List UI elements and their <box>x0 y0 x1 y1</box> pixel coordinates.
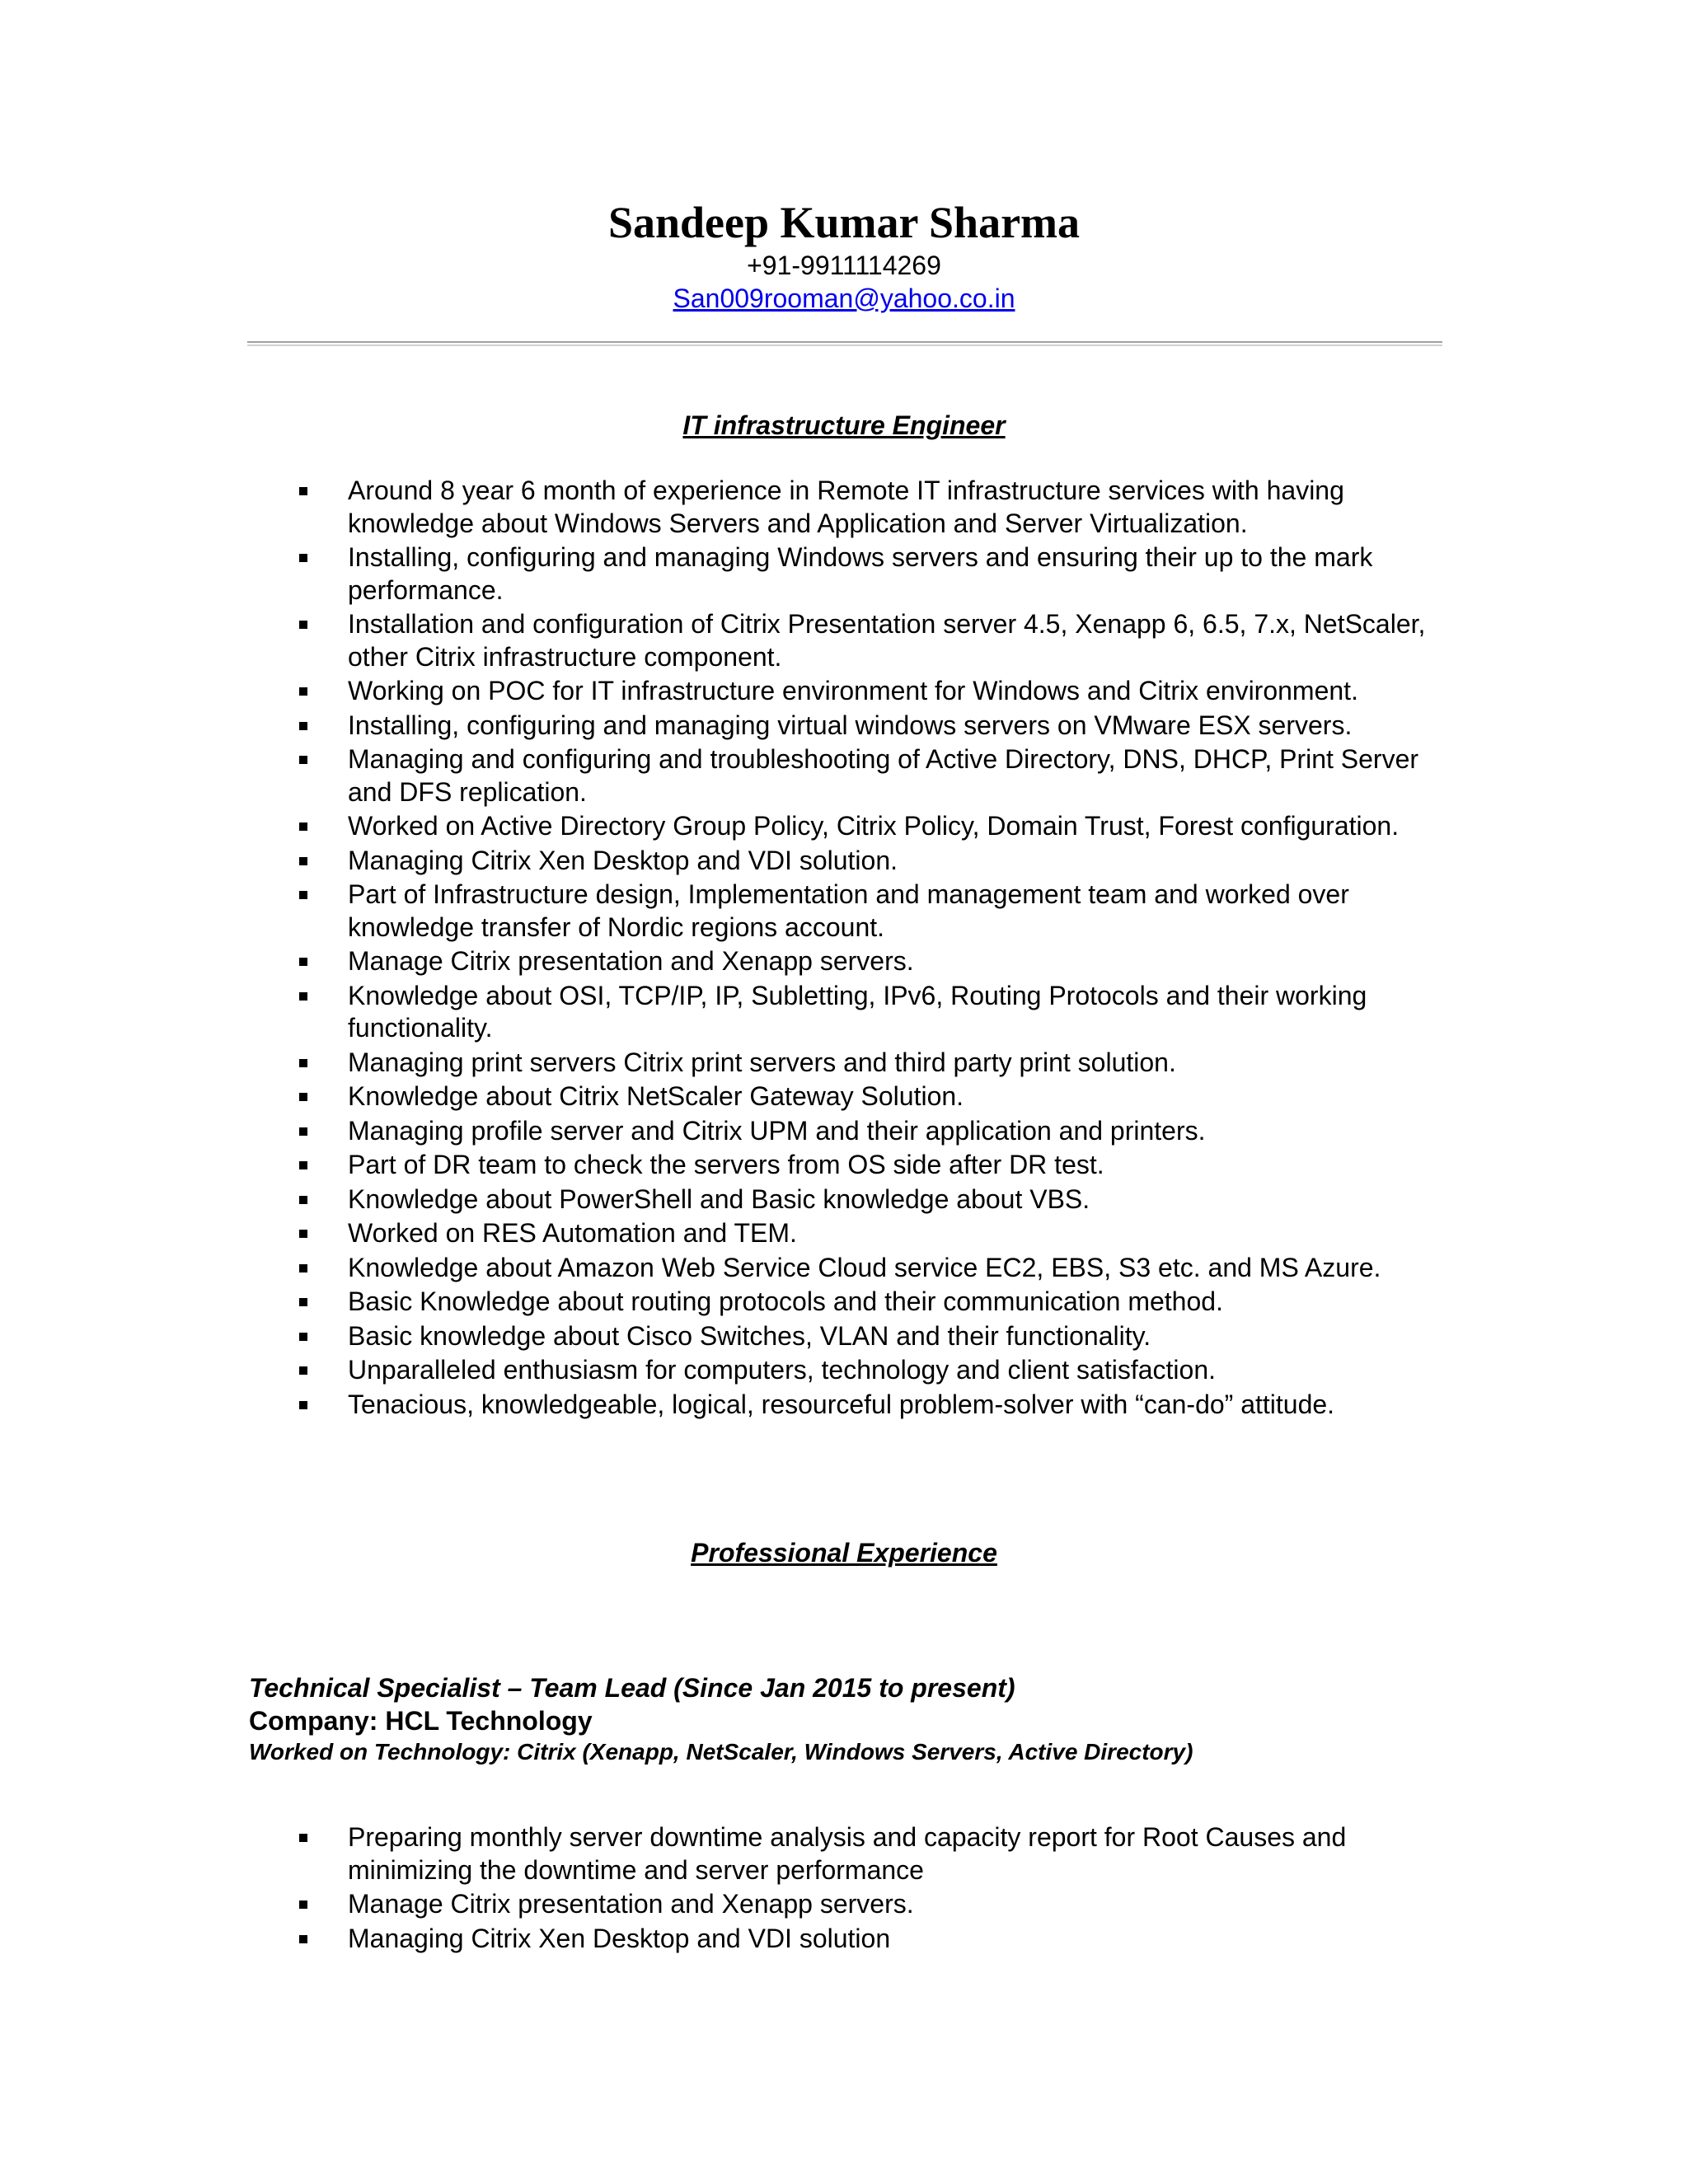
bullet-square-icon <box>299 1127 307 1136</box>
list-item: Worked on RES Automation and TEM. <box>297 1217 1467 1250</box>
list-item: Preparing monthly server downtime analysis and capacity report for Root Causes and minimizing the downtime and server performance <box>297 1821 1467 1886</box>
summary-list <box>297 475 1467 1422</box>
list-item: Part of DR team to check the servers from OS side after DR test. <box>297 1149 1467 1182</box>
bullet-square-icon <box>299 891 307 899</box>
list-item: Managing Citrix Xen Desktop and VDI solution <box>297 1923 1467 1956</box>
email-link[interactable]: San009rooman@yahoo.co.in <box>673 284 1015 313</box>
bullet-square-icon <box>299 1196 307 1204</box>
list-item: Worked on Active Directory Group Policy, Citrix Policy, Domain Trust, Forest configuration. <box>297 810 1467 843</box>
summary-heading: IT infrastructure Engineer <box>682 410 1006 440</box>
bullet-square-icon <box>299 1230 307 1238</box>
list-item: Part of Infrastructure design, Implementation and management team and worked over knowledge transfer of Nordic regions account. <box>297 879 1467 944</box>
job-technology: Worked on Technology: Citrix (Xenapp, NetScaler, Windows Servers, Active Directory) <box>249 1739 1193 1765</box>
bullet-square-icon <box>299 687 307 696</box>
bullet-square-icon <box>299 621 307 629</box>
header-divider <box>247 341 1442 346</box>
list-item: Knowledge about Amazon Web Service Cloud service EC2, EBS, S3 etc. and MS Azure. <box>297 1252 1467 1285</box>
bullet-square-icon <box>299 823 307 831</box>
list-item: Managing profile server and Citrix UPM and their application and printers. <box>297 1115 1467 1148</box>
phone-number: +91-9911114269 <box>747 251 941 280</box>
list-item: Basic knowledge about Cisco Switches, VLAN and their functionality. <box>297 1320 1467 1353</box>
bullet-square-icon <box>299 857 307 865</box>
list-item: Around 8 year 6 month of experience in Remote IT infrastructure services with having knowledge about Windows Servers and Application and Server Virtualization. <box>297 475 1467 540</box>
list-item: Unparalleled enthusiasm for computers, technology and client satisfaction. <box>297 1354 1467 1387</box>
bullet-square-icon <box>299 487 307 495</box>
list-item: Manage Citrix presentation and Xenapp servers. <box>297 945 1467 978</box>
list-item: Knowledge about PowerShell and Basic knowledge about VBS. <box>297 1183 1467 1216</box>
bullet-square-icon <box>299 958 307 966</box>
job-company: Company: HCL Technology <box>249 1706 593 1736</box>
bullet-square-icon <box>299 1935 307 1943</box>
bullet-square-icon <box>299 1093 307 1101</box>
bullet-square-icon <box>299 1264 307 1272</box>
list-item: Manage Citrix presentation and Xenapp servers. <box>297 1888 1467 1921</box>
list-item: Installing, configuring and managing virtual windows servers on VMware ESX servers. <box>297 710 1467 743</box>
job-duties-list <box>297 1821 1467 1957</box>
bullet-square-icon <box>299 554 307 562</box>
resume-header <box>0 196 1688 315</box>
job-title: Technical Specialist – Team Lead (Since Jan 2015 to present) <box>249 1673 1015 1703</box>
bullet-square-icon <box>299 722 307 730</box>
list-item: Managing print servers Citrix print servers and third party print solution. <box>297 1047 1467 1080</box>
bullet-square-icon <box>299 1161 307 1169</box>
list-item: Knowledge about Citrix NetScaler Gateway Solution. <box>297 1080 1467 1113</box>
bullet-square-icon <box>299 1900 307 1909</box>
bullet-square-icon <box>299 1298 307 1306</box>
list-item: Knowledge about OSI, TCP/IP, IP, Subletting, IPv6, Routing Protocols and their working functionality. <box>297 980 1467 1045</box>
bullet-square-icon <box>299 1059 307 1067</box>
list-item: Tenacious, knowledgeable, logical, resourceful problem-solver with “can-do” attitude. <box>297 1389 1467 1422</box>
list-item: Managing Citrix Xen Desktop and VDI solution. <box>297 845 1467 878</box>
list-item: Installing, configuring and managing Windows servers and ensuring their up to the mark performance. <box>297 541 1467 607</box>
bullet-square-icon <box>299 1366 307 1375</box>
bullet-square-icon <box>299 1401 307 1409</box>
job-entry <box>249 1671 1485 1767</box>
list-item: Working on POC for IT infrastructure environment for Windows and Citrix environment. <box>297 675 1467 708</box>
list-item: Basic Knowledge about routing protocols and their communication method. <box>297 1286 1467 1319</box>
bullet-square-icon <box>299 1834 307 1842</box>
list-item: Installation and configuration of Citrix Presentation server 4.5, Xenapp 6, 6.5, 7.x, NetScaler, other Citrix infrastructure component. <box>297 608 1467 673</box>
experience-heading: Professional Experience <box>691 1538 997 1568</box>
list-item: Managing and configuring and troubleshooting of Active Directory, DNS, DHCP, Print Server and DFS replication. <box>297 743 1467 808</box>
bullet-square-icon <box>299 1333 307 1341</box>
bullet-square-icon <box>299 992 307 1001</box>
candidate-name: Sandeep Kumar Sharma <box>607 198 1081 247</box>
bullet-square-icon <box>299 756 307 764</box>
